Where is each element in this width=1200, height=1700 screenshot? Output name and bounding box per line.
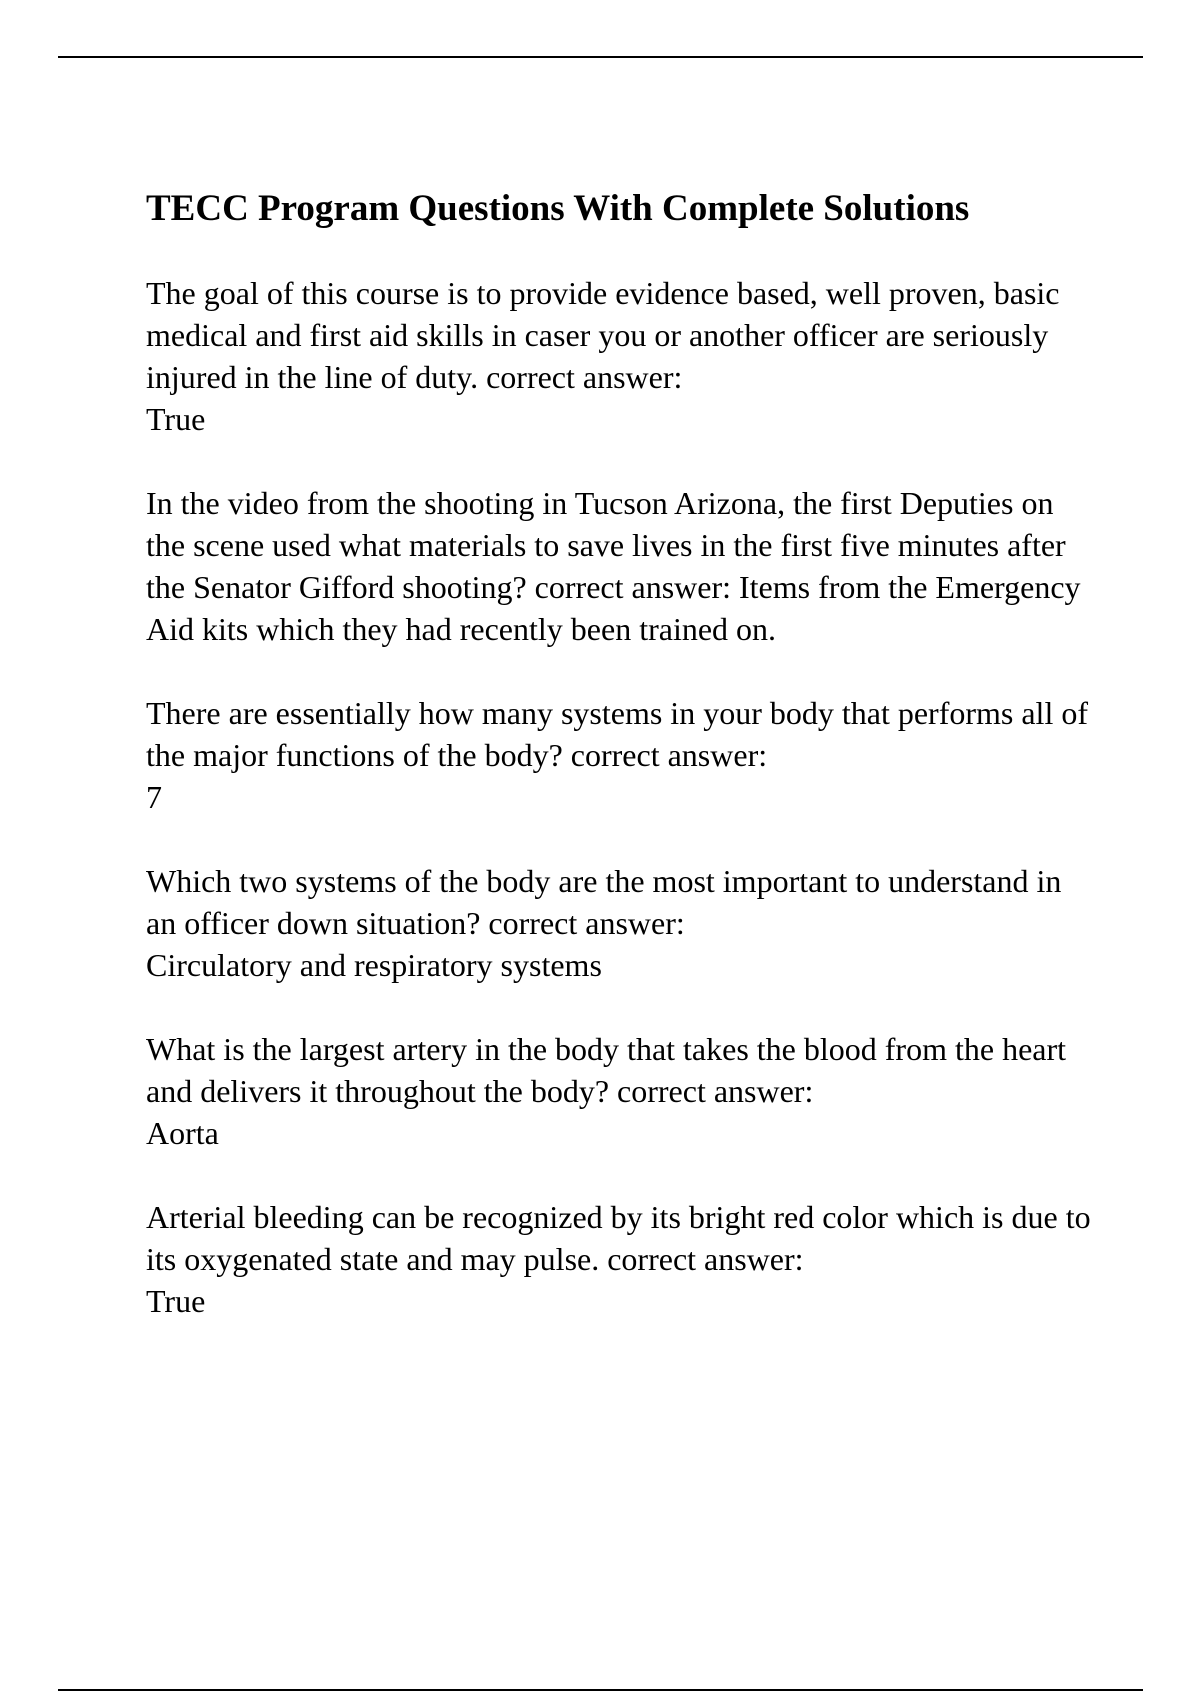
bottom-rule [58, 1689, 1143, 1691]
question-text: What is the largest artery in the body that takes the blood from the heart and delivers it throughout the body? [146, 1031, 1075, 1109]
answer-marker: correct answer: [617, 1073, 814, 1109]
answer-marker: correct answer: [570, 737, 768, 773]
answer-marker: correct answer: [534, 569, 731, 605]
answer-marker: correct answer: [486, 359, 683, 395]
answer-text: Aorta [146, 1115, 219, 1151]
question-text: The goal of this course is to provide evidence based, well proven, basic medical and first aid skills in caser you or another officer are seriously injured in the line of duty. [146, 275, 1068, 395]
question-text: In the video from the shooting in Tucson Arizona, the first Deputies on the scene used what materials to save lives in the first five minutes after the Senator Gifford shooting? [146, 485, 1074, 605]
qa-item-4 [146, 860, 1096, 986]
qa-item-6 [146, 1196, 1099, 1322]
answer-text: Items from the Emergency Aid kits which they had recently been trained on. [146, 569, 1087, 647]
qa-item-5 [146, 1028, 1096, 1154]
top-rule [58, 56, 1143, 58]
qa-item-3 [146, 692, 1096, 818]
answer-text: 7 [146, 779, 162, 815]
answer-text: True [146, 401, 206, 437]
answer-text: True [146, 1283, 206, 1319]
answer-text: Circulatory and respiratory systems [146, 947, 602, 983]
answer-marker: correct answer: [607, 1241, 804, 1277]
document-title: TECC Program Questions With Complete Solutions [146, 188, 970, 229]
document-body [146, 186, 1099, 1364]
question-text: Which two systems of the body are the most important to understand in an officer down situation? [146, 863, 1070, 941]
qa-item-1 [146, 272, 1096, 440]
question-text: Arterial bleeding can be recognized by its bright red color which is due to its oxygenated state and may pulse. [146, 1199, 1099, 1277]
answer-marker: correct answer: [488, 905, 685, 941]
qa-item-2 [146, 482, 1096, 650]
question-text: There are essentially how many systems in your body that performs all of the major functions of the body? [146, 695, 1096, 773]
